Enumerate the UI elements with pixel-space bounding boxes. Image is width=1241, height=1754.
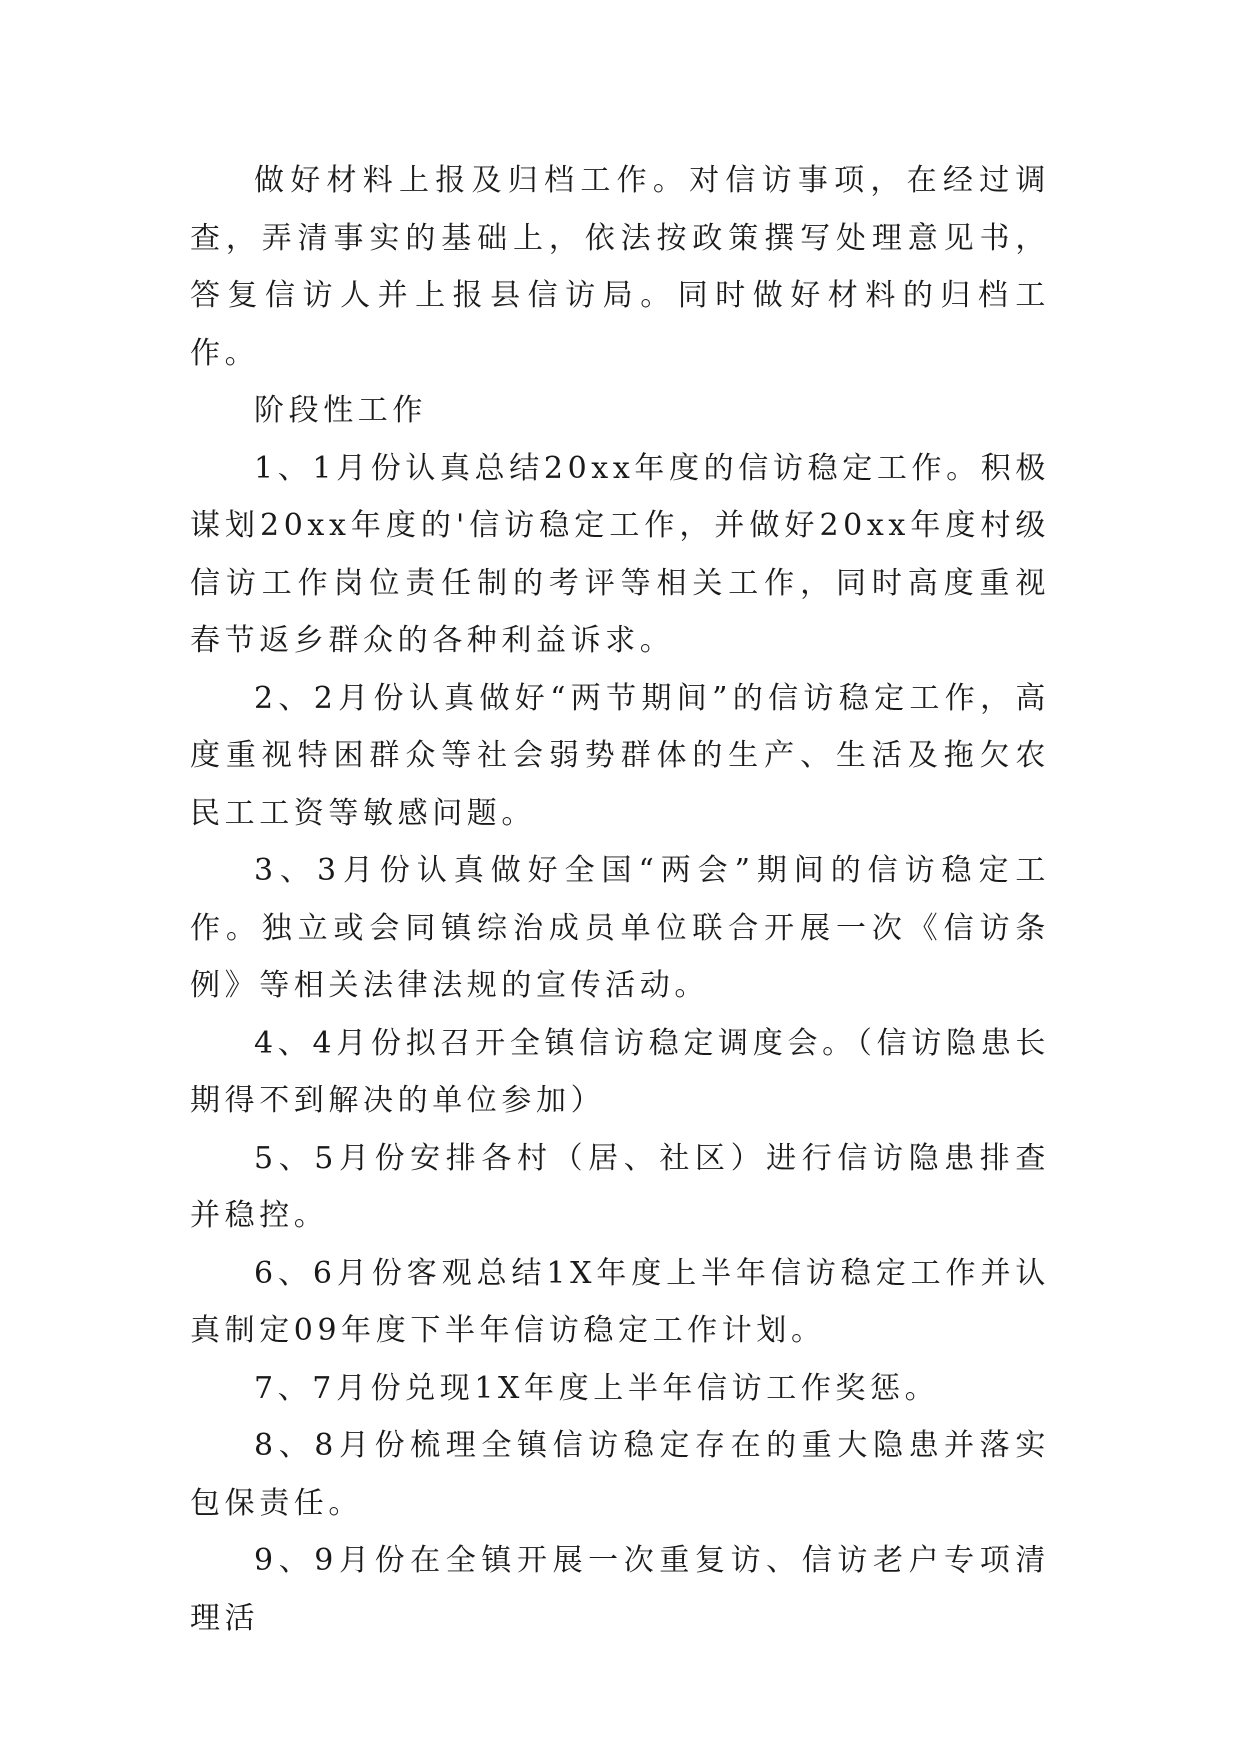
section-heading-stage-work: 阶段性工作: [254, 393, 427, 428]
paragraph-june: 6、6月份客观总结1X年度上半年信访稳定工作并认真制定09年度下半年信访稳定工作计划。: [190, 1255, 1050, 1348]
document-body: [190, 152, 1050, 1647]
paragraph-may: 5、5月份安排各村（居、社区）进行信访隐患排查并稳控。: [190, 1140, 1050, 1233]
paragraph-august: 8、8月份梳理全镇信访稳定存在的重大隐患并落实包保责任。: [190, 1428, 1050, 1521]
paragraph-february: 2、2月份认真做好“两节期间”的信访稳定工作，高度重视特困群众等社会弱势群体的生产、生活及拖欠农民工工资等敏感问题。: [190, 680, 1050, 831]
paragraph-july: 7、7月份兑现1X年度上半年信访工作奖惩。: [254, 1370, 940, 1406]
paragraph-september: 9、9月份在全镇开展一次重复访、信访老户专项清理活: [190, 1543, 1050, 1636]
paragraph-april: 4、4月份拟召开全镇信访稳定调度会。（信访隐患长期得不到解决的单位参加）: [190, 1025, 1050, 1118]
paragraph-archiving: 做好材料上报及归档工作。对信访事项，在经过调查，弄清事实的基础上，依法按政策撰写处理意见书，答复信访人并上报县信访局。同时做好材料的归档工作。: [190, 163, 1050, 371]
paragraph-march: 3、3月份认真做好全国“两会”期间的信访稳定工作。独立或会同镇综治成员单位联合开展一次《信访条例》等相关法律法规的宣传活动。: [190, 853, 1050, 1003]
paragraph-january: 1、1月份认真总结20xx年度的信访稳定工作。积极谋划20xx年度的'信访稳定工作，并做好20xx年度村级信访工作岗位责任制的考评等相关工作，同时高度重视春节返乡群众的各种利益诉求。: [190, 450, 1050, 658]
